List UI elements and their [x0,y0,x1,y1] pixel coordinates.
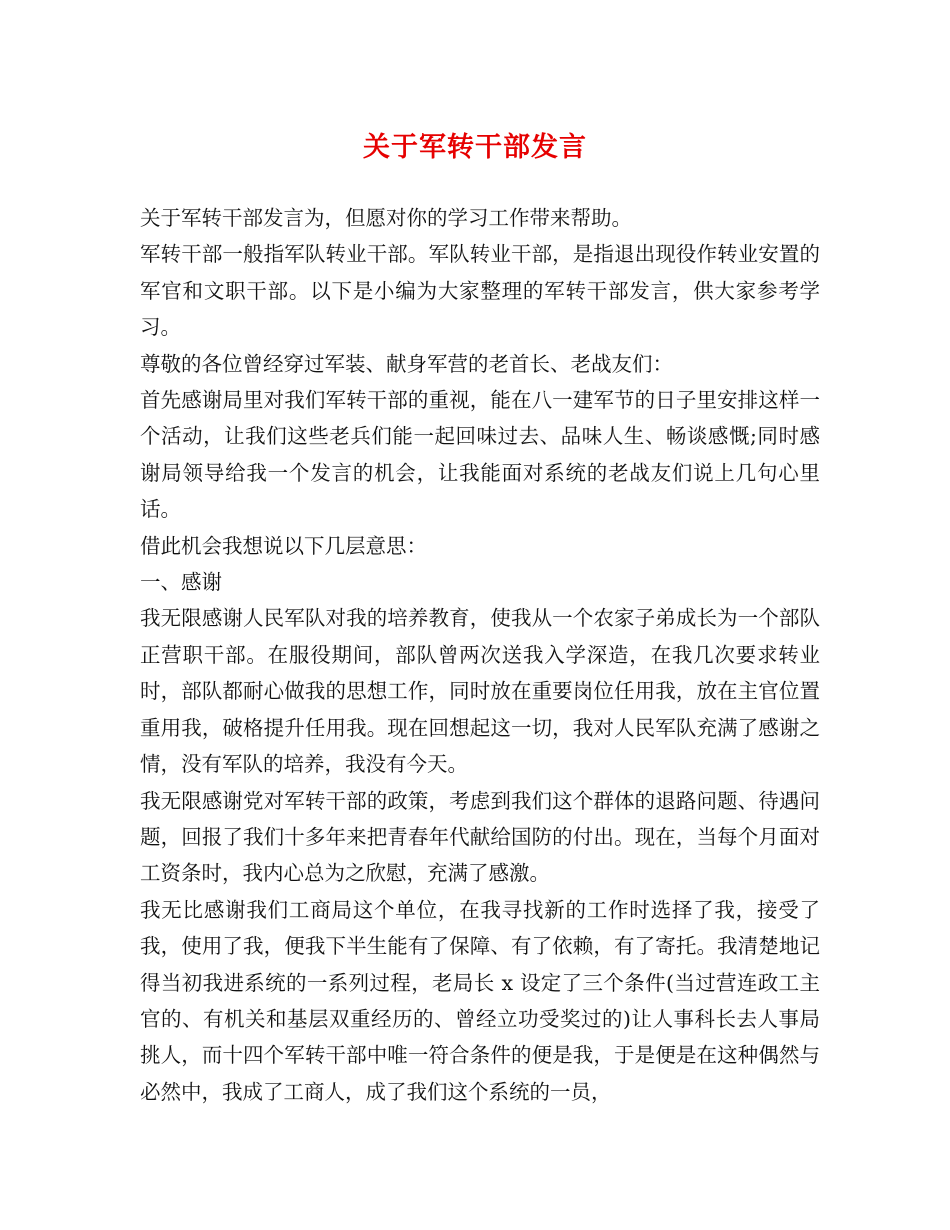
paragraph-definition: 军转干部一般指军队转业干部。军队转业干部，是指退出现役作转业安置的军官和文职干部。以下是小编为大家整理的军转干部发言，供大家参考学习。 [140,242,820,340]
document-body [140,200,820,1110]
paragraph-thanks-party: 我无限感谢党对军转干部的政策，考虑到我们这个群体的退路问题、待遇问题，回报了我们十多年来把青春年代献给国防的付出。现在，当每个月面对工资条时，我内心总为之欣慰，充满了感激。 [140,788,820,886]
paragraph-opening-thanks: 首先感谢局里对我们军转干部的重视，能在八一建军节的日子里安排这样一个活动，让我们这些老兵们能一起回味过去、品味人生、畅谈感慨;同时感谢局领导给我一个发言的机会，让我能面对系统的老战友们说上几句心里话。 [140,388,820,522]
paragraph-transition: 借此机会我想说以下几层意思： [140,533,427,558]
document-title: 关于军转干部发言 [363,132,587,163]
paragraph-thanks-army: 我无限感谢人民军队对我的培养教育，使我从一个农家子弟成长为一个部队正营职干部。在服役期间，部队曾两次送我入学深造，在我几次要求转业时，部队都耐心做我的思想工作，同时放在重要岗位任用我，放在主官位置重用我，破格提升任用我。现在回想起这一切，我对人民军队充满了感谢之情，没有军队的培养，我没有今天。 [140,606,820,777]
paragraph-salutation: 尊敬的各位曾经穿过军装、献身军营的老首长、老战友们： [140,351,673,376]
paragraph-intro: 关于军转干部发言为，但愿对你的学习工作带来帮助。 [140,206,632,230]
paragraph-thanks-bureau: 我无比感谢我们工商局这个单位，在我寻找新的工作时选择了我，接受了我，使用了我，便我下半生能有了保障、有了依赖，有了寄托。我清楚地记得当初我进系统的一系列过程，老局长 x 设定了三个条件(当过营连政工主官的、有机关和基层双重经历的、曾经立功受奖过的)让人事科长去人事局挑人，而十四个军转干部中唯一符合条件的便是我，于是便是在这种偶然与必然中，我成了工商人，成了我们这个系统的一员， [140,897,820,1104]
section-heading-thanks: 一、感谢 [140,570,222,595]
